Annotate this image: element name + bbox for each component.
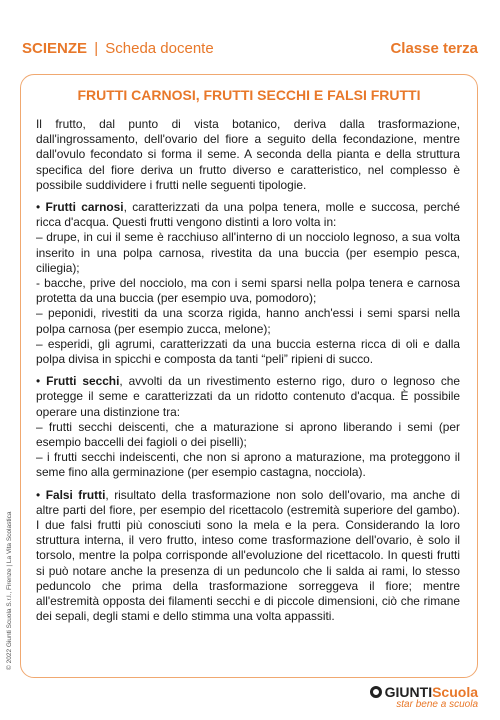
list-item: – frutti secchi deiscenti, che a maturazione si aprono liberando i semi (per esempio baccelli dei fagioli o dei piselli); <box>36 419 460 450</box>
logo-tagline: star bene a scuola <box>396 699 478 710</box>
section-term: Frutti secchi <box>46 374 120 389</box>
bullet: • <box>36 487 41 502</box>
section-falsi-frutti <box>36 488 460 625</box>
content-card <box>20 74 478 678</box>
bullet: • <box>36 374 41 389</box>
header-separator: | <box>94 40 99 57</box>
list-item: – esperidi, gli agrumi, caratterizzati da una buccia esterna ricca di oli e dalla polpa divisa in spicchi e composta da tanti “peli” ripieni di succo. <box>36 336 460 367</box>
page-header <box>22 40 478 62</box>
list-item: – drupe, in cui il seme è racchiuso all'interno di un nocciolo legnoso, a sua volta inserito in una polpa carnosa, rivestita da una buccia (per esempio pesca, ciliegia); <box>36 230 460 275</box>
list-item: - bacche, prive del nocciolo, ma con i semi sparsi nella polpa tenera e carnosa protetta da una buccia (per esempio uva, pomodoro); <box>36 276 460 306</box>
section-frutti-carnosi <box>36 200 460 367</box>
logo-g-icon <box>370 686 382 698</box>
logo-brand <box>328 684 478 700</box>
page-title: FRUTTI CARNOSI, FRUTTI SECCHI E FALSI FRUTTI <box>77 87 421 103</box>
side-credit: © 2022 Giunti Scuola S.r.l., Firenze | La Vita Scolastica <box>6 511 13 670</box>
section-text: , risultato della trasformazione non solo dell'ovario, ma anche di altre parti del fiore, per esempio del ricettacolo (estremità superiore del gambo). I due falsi frutti più conosciuti sono la mela e la pera. Considerando la loro struttura interna, il vero frutto, inteso come trasformazione dell'ovario, è solo il torsolo, mentre la polpa corrisponde all'evoluzione del ricettacolo. In questi frutti si può notare anche la presenza di un peduncolo che li salda ai rami, lo stesso peduncolo che prima della trasformazione sorreggeva il fiore; mentre all'estremità opposta dei filamenti secchi e di piccole dimensioni, ciò che rimane dei sepali, degli stami e dello stimma una volta appassiti. <box>36 487 460 624</box>
logo-brand-accent: Scuola <box>432 684 478 700</box>
document-body <box>36 117 460 632</box>
section-term: Frutti carnosi <box>45 200 124 215</box>
section-term: Falsi frutti <box>45 487 106 502</box>
doc-type-label: Scheda docente <box>105 40 214 57</box>
section-frutti-secchi <box>36 374 460 480</box>
logo-brand-main: GIUNTI <box>384 684 433 700</box>
section-text: , caratterizzati da una polpa tenera, molle e succosa, perché ricca d'acqua. Questi frutti vengono distinti a loro volta in: <box>36 200 460 230</box>
section-text: , avvolti da un rivestimento esterno rigo, duro o legnoso che protegge il seme e caratterizzati da un ridotto contenuto d'acqua. È possibile operare una distinzione tra: <box>36 374 461 419</box>
class-level-label: Classe terza <box>390 40 478 57</box>
publisher-logo <box>328 684 478 710</box>
subject-label: SCIENZE <box>22 40 88 57</box>
intro-paragraph: Il frutto, dal punto di vista botanico, deriva dalla trasformazione, dall'ingrossamento, dell'ovario del fiore a seguito della fecondazione, mentre dall'ovulo fecondato si forma il seme. A seconda della pianta e della struttura specifica del fiore deriva un frutto diverso e caratteristico, nel complesso è possibile suddividere i frutti nelle seguenti tipologie. <box>36 117 460 192</box>
bullet: • <box>36 200 41 215</box>
list-item: – peponidi, rivestiti da una scorza rigida, hanno anch'essi i semi sparsi nella polpa carnosa (per esempio zucca, melone); <box>36 306 460 336</box>
list-item: – i frutti secchi indeiscenti, che non si aprono a maturazione, ma proteggono il seme fino alla germinazione (per esempio castagna, nocciola). <box>36 450 460 480</box>
